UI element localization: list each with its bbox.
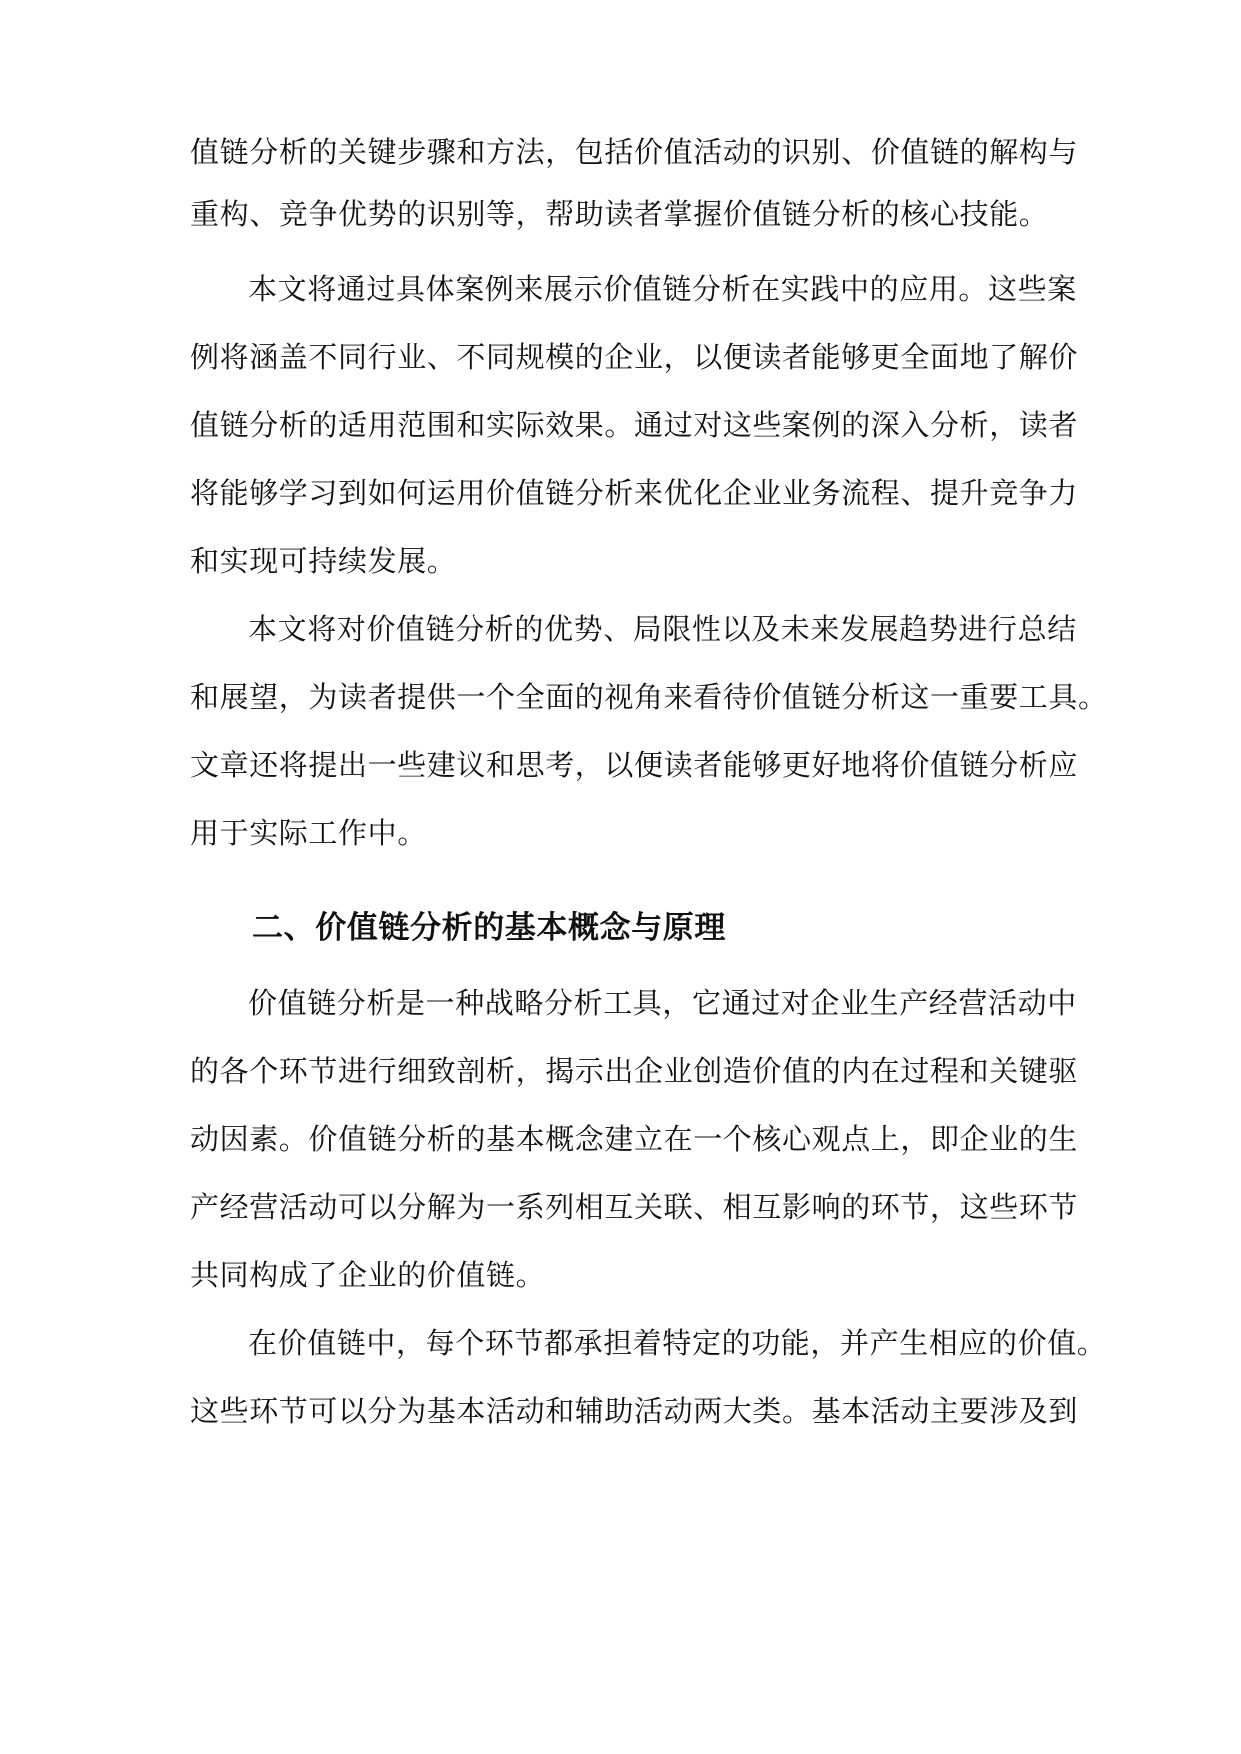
text-line: 和实现可持续发展。	[190, 544, 457, 578]
text-line: 重构、竞争优势的识别等，帮助读者掌握价值链分析的核心技能。	[190, 197, 1049, 231]
text-line: 共同构成了企业的价值链。	[190, 1258, 546, 1292]
text-line: 和展望，为读者提供一个全面的视角来看待价值链分析这一重要工具。	[190, 680, 1108, 714]
text-line: 这些环节可以分为基本活动和辅助活动两大类。基本活动主要涉及到	[190, 1394, 1079, 1428]
paragraph-first-line: 本文将通过具体案例来展示价值链分析在实践中的应用。这些案	[248, 272, 1077, 306]
text-line: 将能够学习到如何运用价值链分析来优化企业业务流程、提升竞争力	[190, 476, 1079, 510]
section-heading: 二、价值链分析的基本概念与原理	[252, 910, 726, 946]
text-line: 值链分析的适用范围和实际效果。通过对这些案例的深入分析，读者	[190, 408, 1079, 442]
text-line: 值链分析的关键步骤和方法，包括价值活动的识别、价值链的解构与	[190, 135, 1079, 169]
text-line: 文章还将提出一些建议和思考，以便读者能够更好地将价值链分析应	[190, 748, 1079, 782]
paragraph-first-line: 价值链分析是一种战略分析工具，它通过对企业生产经营活动中	[248, 986, 1077, 1020]
text-line: 动因素。价值链分析的基本概念建立在一个核心观点上，即企业的生	[190, 1122, 1079, 1156]
paragraph-first-line: 在价值链中，每个环节都承担着特定的功能，并产生相应的价值。	[248, 1326, 1107, 1360]
text-line: 例将涵盖不同行业、不同规模的企业，以便读者能够更全面地了解价	[190, 340, 1079, 374]
text-line: 的各个环节进行细致剖析，揭示出企业创造价值的内在过程和关键驱	[190, 1054, 1079, 1088]
text-line: 用于实际工作中。	[190, 816, 427, 850]
text-line: 产经营活动可以分解为一系列相互关联、相互影响的环节，这些环节	[190, 1190, 1079, 1224]
paragraph-first-line: 本文将对价值链分析的优势、局限性以及未来发展趋势进行总结	[248, 612, 1077, 646]
